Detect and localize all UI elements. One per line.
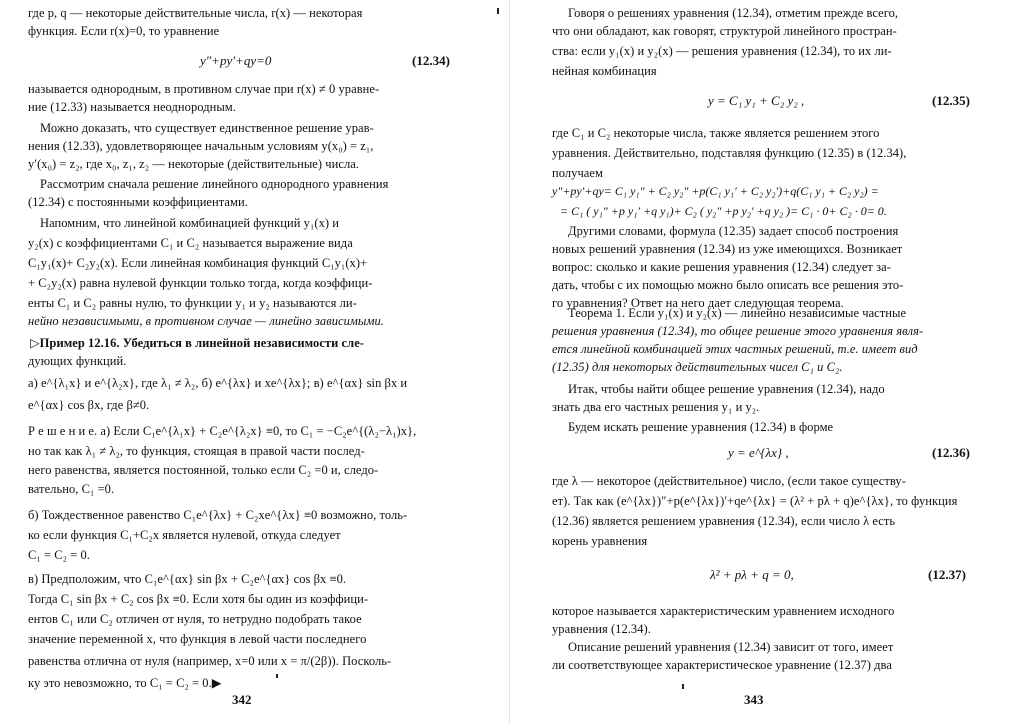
equation-number: (12.36) [932,445,970,460]
text-line: y′(x₀) = z₂, где x₀, z₁, z₂ — некоторые (действительные) числа. [28,157,360,171]
text-line: C₁ = C₂ = 0. [28,548,90,562]
text-line: вательно, C₁ =0. [28,482,115,496]
text-line: в) Предположим, что C₁e^{αx} sin βx + C₂e^{αx} cos βx ≡0. [28,572,347,586]
text-line: Описание решений уравнения (12.34) зависит от того, имеет [568,640,894,654]
text-line: дующих функций. [28,354,127,368]
text-line: y₂(x) с коэффициентами C₁ и C₂ называется выражение вида [28,236,353,250]
text-line: Р е ш е н и е. а) Если C₁e^{λ₁x} + C₂e^{λ₂x} ≡0, то C₁ = −C₂e^{(λ₂−λ₁)x}, [28,424,417,438]
text-line: e^{αx} cos βx, где β≠0. [28,398,150,412]
page-342 [0,0,510,724]
text-line: называется однородным, в противном случае при r(x) ≠ 0 уравне- [28,82,380,96]
page-number: 343 [744,692,764,707]
scan-speck [682,684,684,689]
text-line: ентов C₁ или C₂ отличен от нуля, то нетрудно подобрать такое [28,612,362,626]
text-line: + C₂y₂(x) равна нулевой функции только тогда, когда коэффици- [28,276,373,290]
text-line: где p, q — некоторые действительные числа, r(x) — некоторая [28,6,363,20]
text-line: нейно независимыми, в противном случае — линейно зависимыми. [28,314,384,328]
text-line: знать два его частных решения y₁ и y₂. [552,400,760,414]
text-line: где C₁ и C₂ некоторые числа, также является решением этого [552,126,880,140]
text-line: него равенства, является постоянной, только если C₂ =0 и, следо- [28,463,379,477]
equation-12-36: y = e^{λx} , [728,445,789,460]
equation-number: (12.34) [412,53,450,68]
text-line: Другими словами, формула (12.35) задает способ построения [568,224,899,238]
text-line: енты C₁ и C₂ равны нулю, то функции y₁ и y₂ называются ли- [28,296,357,310]
scan-speck [276,674,278,678]
text-line: значение переменной x, что функция в левой части последнего [28,632,367,646]
text-line: функция. Если r(x)=0, то уравнение [28,24,220,38]
text-line: где λ — некоторое (действительное) число, (если такое существу- [552,474,906,488]
text-line: ко если функция C₁+C₂x является нулевой, откуда следует [28,528,341,542]
example-heading: ▷Пример 12.16. Убедиться в линейной независимости сле- [30,336,365,350]
text-line: уравнения. Действительно, подставляя функцию (12.35) в (12.34), [552,146,907,160]
text-line: ется линейной комбинацией этих частных решений, т.е. имеет вид [552,342,918,356]
text-line: б) Тождественное равенство C₁e^{λx} + C₂xe^{λx} ≡0 возможно, толь- [28,508,408,522]
text-line: Тогда C₁ sin βx + C₂ cos βx ≡0. Если хотя бы один из коэффици- [28,592,369,606]
equation-12-35: y = C₁ y₁ + C₂ y₂ , [708,93,805,108]
text-line: новых решений уравнения (12.34) из уже имеющихся. Возникает [552,242,903,256]
text-line: (12.34) с постоянными коэффициентами. [28,195,248,209]
text-line: равенства отлична от нуля (например, x=0 или x = π/(2β)). Посколь- [28,654,392,668]
text-line: которое называется характеристическим уравнением исходного [552,604,895,618]
text-line: (12.35) для некоторых действительных чисел C₁ и C₂. [552,360,843,374]
text-line: ку это невозможно, то C₁ = C₂ = 0.▶ [28,676,222,690]
text-line: Можно доказать, что существует единственное решение урав- [40,121,374,135]
text-line: (12.36) является решением уравнения (12.34), если число λ есть [552,514,896,528]
text-line: Итак, чтобы найти общее решение уравнения (12.34), надо [568,382,885,396]
page-343 [512,0,1024,724]
text-line: C₁y₁(x)+ C₂y₂(x). Если линейная комбинация функций C₁y₁(x)+ [28,256,368,270]
text-line: уравнения (12.34). [552,622,651,636]
equation-12-34: y″+py′+qy=0 [200,53,272,68]
page-number: 342 [232,692,252,707]
text-line: Рассмотрим сначала решение линейного однородного уравнения [40,177,389,191]
text-line: но так как λ₁ ≠ λ₂, то функция, стоящая в правой части послед- [28,444,365,458]
text-line: нения (12.33), удовлетворяющее начальным условиям y(x₀) = z₁, [28,139,374,153]
derivation-line: = C₁ ( y₁″ +p y₁′ +q y₁)+ C₂ ( y₂″ +p y₂′ +q y₂ )= C₁ · 0+ C₂ · 0= 0. [560,204,887,218]
text-line: корень уравнения [552,534,648,548]
text-line: вопрос: сколько и какие решения уравнения (12.34) следует за- [552,260,891,274]
text-line: решения уравнения (12.34), то общее решение этого уравнения явля- [552,324,924,338]
equation-number: (12.37) [928,567,966,582]
text-line: ли соответствующее характеристическое уравнение (12.37) два [552,658,892,672]
text-line: го уравнения? Ответ на него дает следующая теорема. [552,296,844,310]
text-line: нейная комбинация [552,64,657,78]
equation-12-37: λ² + pλ + q = 0, [710,567,794,582]
text-line: получаем [552,166,603,180]
text-line: Будем искать решение уравнения (12.34) в форме [568,420,834,434]
equation-number: (12.35) [932,93,970,108]
text-line: дать, чтобы с их помощью можно было описать все решения это- [552,278,904,292]
derivation-line: y″+py′+qy= C₁ y₁″ + C₂ y₂″ +p(C₁ y₁′ + C₂ y₂′)+q(C₁ y₁ + C₂ y₂) = [552,184,879,198]
text-line: что они обладают, как говорят, структурой линейного простран- [552,24,897,38]
text-line: Говоря о решениях уравнения (12.34), отметим прежде всего, [568,6,899,20]
text-line: а) e^{λ₁x} и e^{λ₂x}, где λ₁ ≠ λ₂, б) e^{λx} и xe^{λx}; в) e^{αx} sin βx и [28,376,408,390]
theorem-heading: Теорема 1. Если y₁(x) и y₂(x) — линейно независимые частные [568,306,907,320]
text-line: ние (12.33) называется неоднородным. [28,100,236,114]
text-line: ет). Так как (e^{λx})″+p(e^{λx})′+qe^{λx} = (λ² + pλ + q)e^{λx}, то функция [552,494,958,508]
text-line: ства: если y₁(x) и y₂(x) — решения уравнения (12.34), то их ли- [552,44,892,58]
scan-speck [497,8,499,14]
text-line: Напомним, что линейной комбинацией функций y₁(x) и [40,216,340,230]
page-gutter [509,0,510,724]
